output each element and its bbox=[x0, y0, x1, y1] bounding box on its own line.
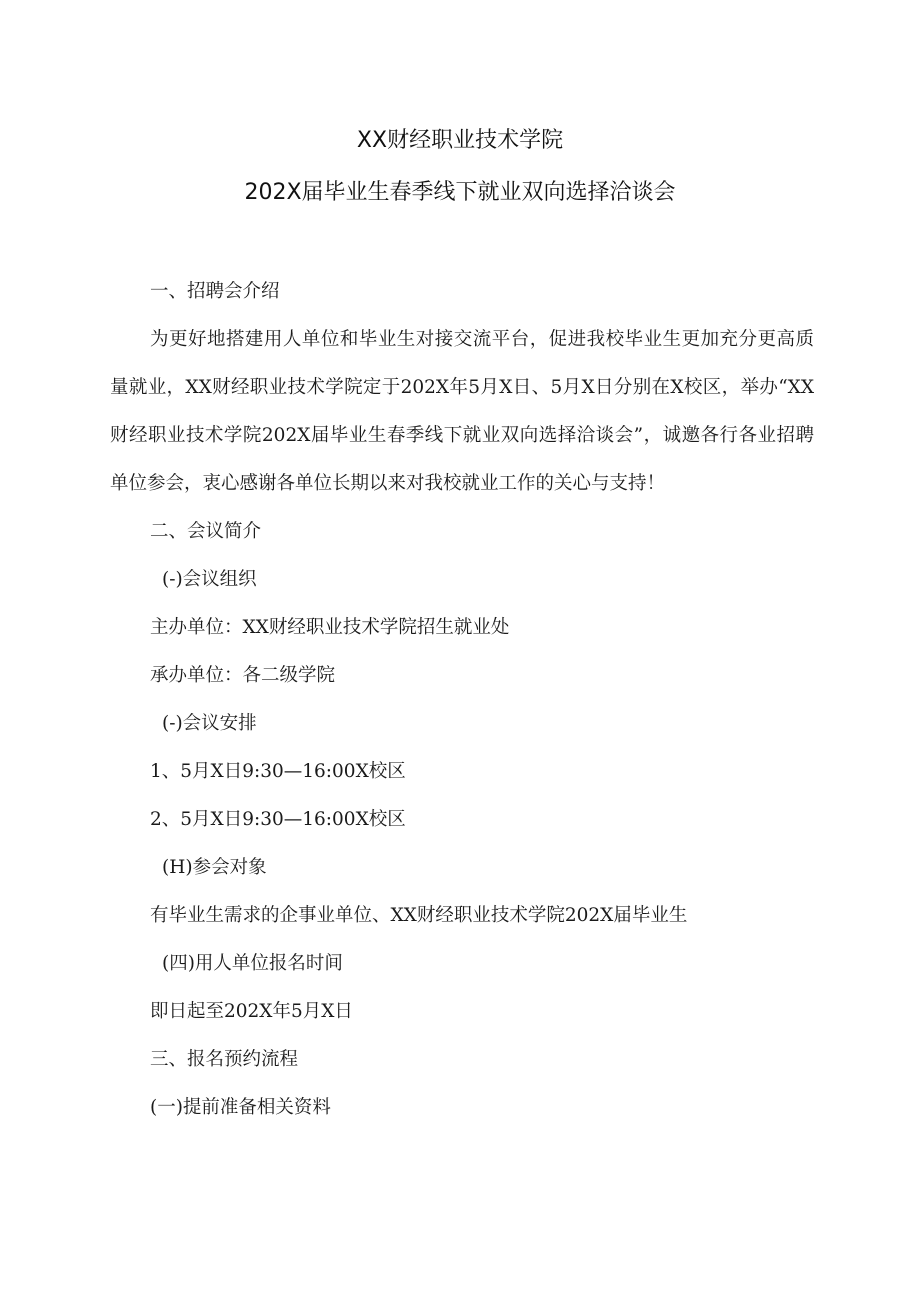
section-heading-meeting-overview: 二、会议简介 bbox=[150, 521, 262, 542]
registration-period-line: 即日起至202X年5月X日 bbox=[150, 1001, 353, 1022]
schedule-item-1: 1、5月X日9:30—16:00X校区 bbox=[150, 761, 406, 782]
subheading-meeting-arrangement: (-)会议安排 bbox=[162, 713, 257, 734]
document-body bbox=[110, 268, 814, 1132]
introduction-paragraph: 为更好地搭建用人单位和毕业生对接交流平台，促进我校毕业生更加充分更高质量就业，XX财经职业技术学院定于202X年5月X日、5月X日分别在X校区，举办“XX财经职业技术学院202X届毕业生春季线下就业双向选择洽谈会”，诚邀各行各业招聘单位参会，衷心感谢各单位长期以来对我校就业工作的关心与支持！ bbox=[110, 329, 814, 494]
subheading-registration-time: (四)用人单位报名时间 bbox=[162, 953, 343, 974]
subheading-meeting-organization: (-)会议组织 bbox=[162, 569, 257, 590]
participants-line: 有毕业生需求的企事业单位、XX财经职业技术学院202X届毕业生 bbox=[150, 905, 688, 926]
subheading-prepare-materials: (一)提前准备相关资料 bbox=[150, 1097, 331, 1118]
co-organizer-line: 承办单位：各二级学院 bbox=[150, 665, 336, 686]
title-line-school: XX财经职业技术学院 bbox=[356, 128, 564, 153]
schedule-item-2: 2、5月X日9:30—16:00X校区 bbox=[150, 809, 406, 830]
section-heading-registration-process: 三、报名预约流程 bbox=[150, 1049, 299, 1070]
title-line-event: 202X届毕业生春季线下就业双向选择洽谈会 bbox=[244, 180, 676, 205]
organizer-line: 主办单位：XX财经职业技术学院招生就业处 bbox=[150, 617, 510, 638]
section-heading-introduction: 一、招聘会介绍 bbox=[150, 281, 280, 302]
subheading-participants: (H)参会对象 bbox=[162, 857, 267, 878]
document-title bbox=[0, 128, 920, 206]
